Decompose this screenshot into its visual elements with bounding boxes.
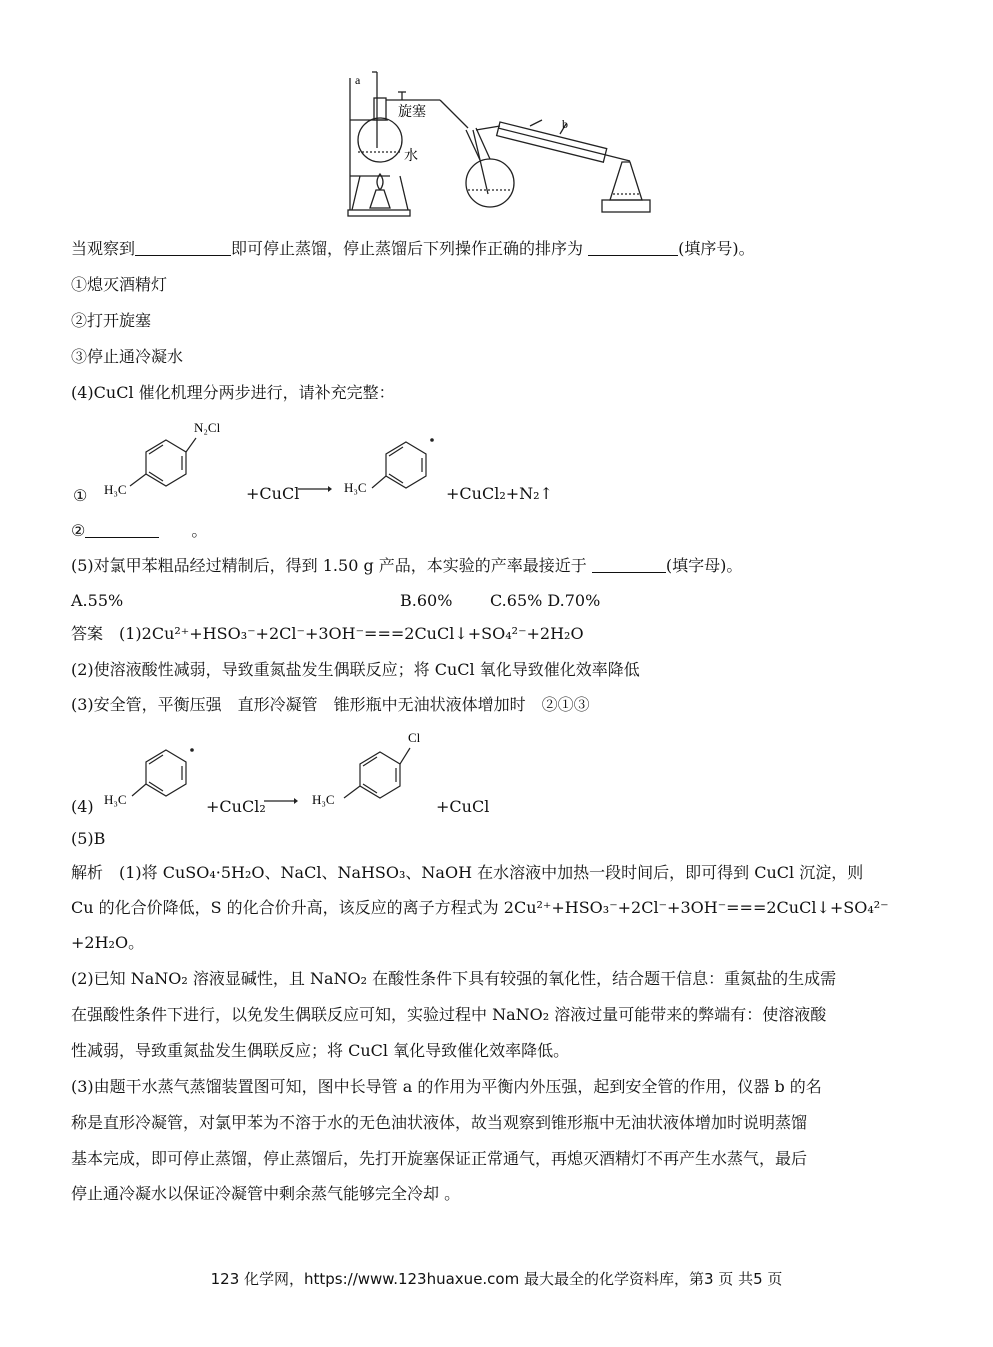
apparatus-label-water: 水 — [404, 149, 418, 164]
analysis-line-5: 在强酸性条件下进行，以免发生偶联反应可知，实验过程中 NaNO₂ 溶液过量可能带来的弊端有：使溶液酸 — [71, 1005, 827, 1024]
methylphenyl-radical-structure — [340, 420, 450, 510]
step1-number: ① — [73, 486, 88, 505]
analysis-line-7: (3)由题干水蒸气蒸馏装置图可知，图中长导管 a 的作用为平衡内外压强，起到安全管的作用，仪器 b 的名 — [71, 1077, 822, 1096]
answer-1: 答案 (1)2Cu²⁺+HSO₃⁻+2Cl⁻+3OH⁻===2CuCl↓+SO₄²⁻+2H₂O — [71, 624, 584, 643]
toluene-diazonium-structure — [96, 418, 246, 508]
apparatus-label-a: a — [355, 73, 361, 87]
operation-2: ②打开旋塞 — [71, 311, 152, 330]
q4-stem: (4)CuCl 催化机理分两步进行，请补充完整： — [71, 383, 395, 402]
n2cl-label: N₂Cl — [194, 420, 221, 435]
analysis-line-10: 停止通冷凝水以保证冷凝管中剩余蒸气能够完全冷却 。 — [71, 1184, 461, 1203]
plus-cucl-label: +CuCl — [246, 484, 300, 503]
h3c-label: H₃C — [312, 792, 335, 807]
apparatus-label-stopcock: 旋塞 — [398, 105, 426, 120]
apparatus-label-b: b — [562, 117, 568, 131]
q5-option-a: A.55% — [71, 591, 124, 610]
h3c-label: H₃C — [104, 792, 127, 807]
analysis-line-1: 解析 (1)将 CuSO₄·5H₂O、NaCl、NaHSO₃、NaOH 在水溶液中加热一段时间后，即可得到 CuCl 沉淀，则 — [71, 863, 864, 882]
h3c-label: H₃C — [104, 482, 127, 497]
methylphenyl-radical-structure — [100, 728, 210, 818]
q5-option-b: B.60% — [400, 591, 453, 610]
answer-blank — [85, 521, 159, 538]
answer-5: (5)B — [71, 829, 106, 848]
analysis-line-9: 基本完成，即可停止蒸馏，停止蒸馏后，先打开旋塞保证正常通气，再熄灭酒精灯不再产生水蒸气，最后 — [71, 1149, 808, 1168]
analysis-line-3: +2H₂O。 — [71, 933, 145, 952]
answer-3: (3)安全管，平衡压强 直形冷凝管 锥形瓶中无油状液体增加时 ②①③ — [71, 695, 590, 714]
p-chlorotoluene-structure — [310, 726, 440, 818]
answer-blank — [592, 556, 666, 573]
analysis-line-2: Cu 的化合价降低，S 的化合价升高，该反应的离子方程式为 2Cu²⁺+HSO₃⁻+2Cl⁻+3OH⁻===2CuCl↓+SO₄²⁻ — [71, 898, 889, 917]
cl-label: Cl — [408, 730, 421, 745]
plus-cucl-end-label: +CuCl — [436, 797, 490, 816]
plus-cucl2-label: +CuCl₂ — [206, 797, 266, 816]
reaction-arrow — [296, 482, 332, 496]
page-footer: 123 化学网，https://www.123huaxue.com 最大最全的化学资料库，第3 页 共5 页 — [210, 1270, 783, 1288]
h3c-label: H₃C — [344, 480, 367, 495]
operation-1: ①熄灭酒精灯 — [71, 275, 168, 294]
answer-blank — [588, 239, 678, 256]
distillation-apparatus-figure — [330, 68, 670, 223]
operation-3: ③停止通冷凝水 — [71, 347, 184, 366]
answer-4-number: (4) — [71, 797, 94, 816]
analysis-line-4: (2)已知 NaNO₂ 溶液显碱性，且 NaNO₂ 在酸性条件下具有较强的氧化性，结合题干信息：重氮盐的生成需 — [71, 969, 837, 988]
step2-line: ② 。 — [71, 521, 208, 540]
plus-cucl2-n2-label: +CuCl₂+N₂↑ — [446, 484, 553, 503]
answer-2: (2)使溶液酸性减弱，导致重氮盐发生偶联反应；将 CuCl 氧化导致催化效率降低 — [71, 660, 640, 679]
analysis-line-6: 性减弱，导致重氮盐发生偶联反应；将 CuCl 氧化导致催化效率降低。 — [71, 1041, 570, 1060]
answer-blank — [135, 239, 231, 256]
analysis-line-8: 称是直形冷凝管，对氯甲苯为不溶于水的无色油状液体，故当观察到锥形瓶中无油状液体增加时说明蒸馏 — [71, 1113, 808, 1132]
q5-option-cd: C.65% D.70% — [490, 591, 601, 610]
q5-stem: (5)对氯甲苯粗品经过精制后，得到 1.50 g 产品，本实验的产率最接近于 (填字母)。 — [71, 556, 743, 575]
q3-question-line: 当观察到 即可停止蒸馏，停止蒸馏后下列操作正确的排序为 (填序号)。 — [71, 239, 755, 258]
reaction-arrow — [262, 794, 298, 808]
